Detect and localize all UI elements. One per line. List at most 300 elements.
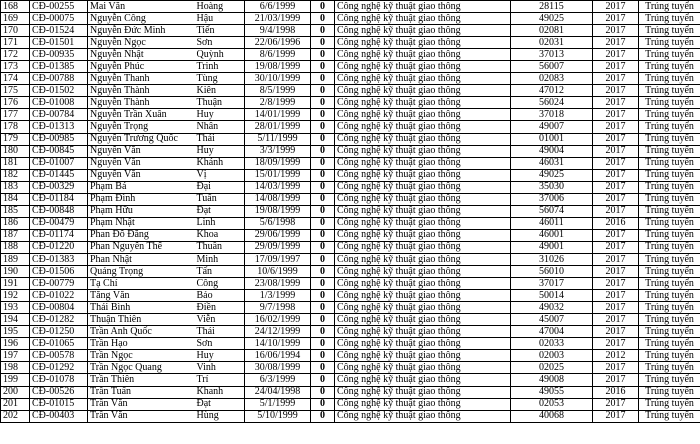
admission-status-cell: Trúng tuyển <box>639 338 700 350</box>
admission-status-cell: Trúng tuyển <box>639 61 700 73</box>
given-name-cell: Huy <box>195 350 245 362</box>
graduation-year-cell: 2017 <box>593 205 639 217</box>
flag-value-cell: 0 <box>311 278 335 290</box>
date-of-birth-cell: 15/01/1999 <box>245 169 311 181</box>
area-code-cell: 56074 <box>511 205 593 217</box>
major-name-cell: Công nghệ kỹ thuật giao thông <box>335 266 511 278</box>
major-name-cell: Công nghệ kỹ thuật giao thông <box>335 133 511 145</box>
row-number-cell: 184 <box>1 193 30 205</box>
applicant-code-cell: CĐ-01078 <box>30 374 88 386</box>
date-of-birth-cell: 22/06/1996 <box>245 37 311 49</box>
flag-value-cell: 0 <box>311 169 335 181</box>
graduation-year-cell: 2017 <box>593 374 639 386</box>
graduation-year-cell: 2017 <box>593 338 639 350</box>
given-name-cell: Tấn <box>195 266 245 278</box>
given-name-cell: Trí <box>195 374 245 386</box>
area-code-cell: 45007 <box>511 314 593 326</box>
major-name-cell: Công nghệ kỹ thuật giao thông <box>335 97 511 109</box>
applicant-code-cell: CĐ-00578 <box>30 350 88 362</box>
date-of-birth-cell: 14/03/1999 <box>245 181 311 193</box>
admission-status-cell: Trúng tuyển <box>639 217 700 229</box>
graduation-year-cell: 2017 <box>593 49 639 61</box>
given-name-cell: Hoàng <box>195 1 245 13</box>
applicant-code-cell: CĐ-01174 <box>30 229 88 241</box>
row-number-cell: 182 <box>1 169 30 181</box>
graduation-year-cell: 2017 <box>593 314 639 326</box>
area-code-cell: 49004 <box>511 145 593 157</box>
major-name-cell: Công nghệ kỹ thuật giao thông <box>335 350 511 362</box>
row-number-cell: 173 <box>1 61 30 73</box>
admission-status-cell: Trúng tuyển <box>639 205 700 217</box>
table-row <box>1 49 700 61</box>
applicant-code-cell: CĐ-01282 <box>30 314 88 326</box>
major-name-cell: Công nghệ kỹ thuật giao thông <box>335 362 511 374</box>
applicant-code-cell: CĐ-00526 <box>30 386 88 398</box>
graduation-year-cell: 2017 <box>593 13 639 25</box>
row-number-cell: 183 <box>1 181 30 193</box>
table-row <box>1 350 700 362</box>
graduation-year-cell: 2017 <box>593 229 639 241</box>
flag-value-cell: 0 <box>311 49 335 61</box>
admission-status-cell: Trúng tuyển <box>639 49 700 61</box>
major-name-cell: Công nghệ kỹ thuật giao thông <box>335 121 511 133</box>
graduation-year-cell: 2017 <box>593 169 639 181</box>
given-name-cell: Linh <box>195 217 245 229</box>
flag-value-cell: 0 <box>311 109 335 121</box>
major-name-cell: Công nghệ kỹ thuật giao thông <box>335 314 511 326</box>
family-name-cell: Trần Ngọc <box>88 350 195 362</box>
family-name-cell: Trần Văn <box>88 410 195 422</box>
admission-status-cell: Trúng tuyển <box>639 1 700 13</box>
area-code-cell: 02081 <box>511 25 593 37</box>
area-code-cell: 02053 <box>511 398 593 410</box>
flag-value-cell: 0 <box>311 181 335 193</box>
graduation-year-cell: 2016 <box>593 217 639 229</box>
major-name-cell: Công nghệ kỹ thuật giao thông <box>335 49 511 61</box>
flag-value-cell: 0 <box>311 217 335 229</box>
row-number-cell: 196 <box>1 338 30 350</box>
date-of-birth-cell: 29/06/1999 <box>245 229 311 241</box>
applicant-code-cell: CĐ-00255 <box>30 1 88 13</box>
row-number-cell: 181 <box>1 157 30 169</box>
major-name-cell: Công nghệ kỹ thuật giao thông <box>335 37 511 49</box>
table-row <box>1 13 700 25</box>
date-of-birth-cell: 16/06/1994 <box>245 350 311 362</box>
applicant-code-cell: CĐ-01524 <box>30 25 88 37</box>
table-row <box>1 229 700 241</box>
given-name-cell: Minh <box>195 253 245 265</box>
flag-value-cell: 0 <box>311 314 335 326</box>
date-of-birth-cell: 30/08/1999 <box>245 362 311 374</box>
area-code-cell: 40068 <box>511 410 593 422</box>
table-row <box>1 73 700 85</box>
table-row <box>1 1 700 13</box>
table-row <box>1 205 700 217</box>
area-code-cell: 49032 <box>511 302 593 314</box>
flag-value-cell: 0 <box>311 350 335 362</box>
given-name-cell: Bảo <box>195 290 245 302</box>
flag-value-cell: 0 <box>311 193 335 205</box>
area-code-cell: 37006 <box>511 193 593 205</box>
date-of-birth-cell: 2/8/1999 <box>245 97 311 109</box>
table-row <box>1 410 700 422</box>
given-name-cell: Vị <box>195 169 245 181</box>
major-name-cell: Công nghệ kỹ thuật giao thông <box>335 229 511 241</box>
admission-status-cell: Trúng tuyển <box>639 145 700 157</box>
family-name-cell: Nguyễn Thành <box>88 85 195 97</box>
admission-status-cell: Trúng tuyển <box>639 253 700 265</box>
given-name-cell: Khanh <box>195 386 245 398</box>
date-of-birth-cell: 19/08/1999 <box>245 205 311 217</box>
graduation-year-cell: 2017 <box>593 193 639 205</box>
date-of-birth-cell: 17/09/1997 <box>245 253 311 265</box>
flag-value-cell: 0 <box>311 1 335 13</box>
area-code-cell: 47012 <box>511 85 593 97</box>
flag-value-cell: 0 <box>311 37 335 49</box>
area-code-cell: 02033 <box>511 338 593 350</box>
applicant-code-cell: CĐ-01383 <box>30 253 88 265</box>
major-name-cell: Công nghệ kỹ thuật giao thông <box>335 61 511 73</box>
table-row <box>1 109 700 121</box>
applicant-code-cell: CĐ-01184 <box>30 193 88 205</box>
family-name-cell: Nguyễn Trương Quốc <box>88 133 195 145</box>
family-name-cell: Tăng Văn <box>88 290 195 302</box>
major-name-cell: Công nghệ kỹ thuật giao thông <box>335 410 511 422</box>
table-row <box>1 386 700 398</box>
area-code-cell: 49001 <box>511 241 593 253</box>
graduation-year-cell: 2017 <box>593 326 639 338</box>
family-name-cell: Nguyễn Ngọc <box>88 37 195 49</box>
major-name-cell: Công nghệ kỹ thuật giao thông <box>335 241 511 253</box>
major-name-cell: Công nghệ kỹ thuật giao thông <box>335 302 511 314</box>
graduation-year-cell: 2017 <box>593 278 639 290</box>
row-number-cell: 202 <box>1 410 30 422</box>
family-name-cell: Nguyễn Trọng <box>88 121 195 133</box>
row-number-cell: 169 <box>1 13 30 25</box>
row-number-cell: 198 <box>1 362 30 374</box>
area-code-cell: 46031 <box>511 157 593 169</box>
row-number-cell: 178 <box>1 121 30 133</box>
admission-status-cell: Trúng tuyển <box>639 121 700 133</box>
area-code-cell: 49008 <box>511 374 593 386</box>
given-name-cell: Quỳnh <box>195 49 245 61</box>
given-name-cell: Đạt <box>195 398 245 410</box>
family-name-cell: Nguyễn Văn <box>88 169 195 181</box>
date-of-birth-cell: 5/11/1999 <box>245 133 311 145</box>
graduation-year-cell: 2017 <box>593 398 639 410</box>
family-name-cell: Trần Ngọc Quang <box>88 362 195 374</box>
major-name-cell: Công nghệ kỹ thuật giao thông <box>335 205 511 217</box>
applicant-code-cell: CĐ-00784 <box>30 109 88 121</box>
flag-value-cell: 0 <box>311 362 335 374</box>
admission-status-cell: Trúng tuyển <box>639 157 700 169</box>
date-of-birth-cell: 9/4/1998 <box>245 25 311 37</box>
row-number-cell: 193 <box>1 302 30 314</box>
graduation-year-cell: 2017 <box>593 1 639 13</box>
applicant-code-cell: CĐ-01501 <box>30 37 88 49</box>
flag-value-cell: 0 <box>311 398 335 410</box>
admission-status-cell: Trúng tuyển <box>639 314 700 326</box>
graduation-year-cell: 2017 <box>593 302 639 314</box>
flag-value-cell: 0 <box>311 97 335 109</box>
row-number-cell: 190 <box>1 266 30 278</box>
graduation-year-cell: 2017 <box>593 25 639 37</box>
flag-value-cell: 0 <box>311 410 335 422</box>
given-name-cell: Sơn <box>195 338 245 350</box>
admission-status-cell: Trúng tuyển <box>639 193 700 205</box>
table-row <box>1 314 700 326</box>
date-of-birth-cell: 6/6/1999 <box>245 1 311 13</box>
admission-status-cell: Trúng tuyển <box>639 133 700 145</box>
table-row <box>1 253 700 265</box>
area-code-cell: 37017 <box>511 278 593 290</box>
major-name-cell: Công nghệ kỹ thuật giao thông <box>335 217 511 229</box>
family-name-cell: Nguyễn Văn <box>88 157 195 169</box>
applicant-code-cell: CĐ-01220 <box>30 241 88 253</box>
graduation-year-cell: 2017 <box>593 362 639 374</box>
date-of-birth-cell: 18/09/1999 <box>245 157 311 169</box>
row-number-cell: 187 <box>1 229 30 241</box>
family-name-cell: Thuận Thiên <box>88 314 195 326</box>
date-of-birth-cell: 14/10/1999 <box>245 338 311 350</box>
area-code-cell: 46011 <box>511 217 593 229</box>
given-name-cell: Huy <box>195 109 245 121</box>
area-code-cell: 37013 <box>511 49 593 61</box>
area-code-cell: 56010 <box>511 266 593 278</box>
flag-value-cell: 0 <box>311 326 335 338</box>
applicant-code-cell: CĐ-00935 <box>30 49 88 61</box>
major-name-cell: Công nghệ kỹ thuật giao thông <box>335 338 511 350</box>
flag-value-cell: 0 <box>311 25 335 37</box>
row-number-cell: 194 <box>1 314 30 326</box>
table-row <box>1 85 700 97</box>
major-name-cell: Công nghệ kỹ thuật giao thông <box>335 145 511 157</box>
applicant-code-cell: CĐ-01313 <box>30 121 88 133</box>
admission-status-cell: Trúng tuyển <box>639 109 700 121</box>
family-name-cell: Phạm Hữu <box>88 205 195 217</box>
given-name-cell: Viễn <box>195 314 245 326</box>
applicant-code-cell: CĐ-01015 <box>30 398 88 410</box>
table-row <box>1 169 700 181</box>
row-number-cell: 186 <box>1 217 30 229</box>
admission-status-cell: Trúng tuyển <box>639 37 700 49</box>
admission-status-cell: Trúng tuyển <box>639 398 700 410</box>
date-of-birth-cell: 3/3/1999 <box>245 145 311 157</box>
area-code-cell: 46001 <box>511 229 593 241</box>
graduation-year-cell: 2017 <box>593 61 639 73</box>
date-of-birth-cell: 6/3/1999 <box>245 374 311 386</box>
date-of-birth-cell: 8/6/1999 <box>245 49 311 61</box>
date-of-birth-cell: 16/02/1999 <box>245 314 311 326</box>
table-row <box>1 217 700 229</box>
flag-value-cell: 0 <box>311 374 335 386</box>
area-code-cell: 56024 <box>511 97 593 109</box>
family-name-cell: Nguyễn Phúc <box>88 61 195 73</box>
table-row <box>1 241 700 253</box>
flag-value-cell: 0 <box>311 241 335 253</box>
table-body <box>1 1 700 423</box>
applicant-code-cell: CĐ-00804 <box>30 302 88 314</box>
flag-value-cell: 0 <box>311 253 335 265</box>
graduation-year-cell: 2017 <box>593 253 639 265</box>
given-name-cell: Hậu <box>195 13 245 25</box>
applicant-code-cell: CĐ-00403 <box>30 410 88 422</box>
table-row <box>1 181 700 193</box>
graduation-year-cell: 2017 <box>593 145 639 157</box>
applicant-code-cell: CĐ-00848 <box>30 205 88 217</box>
table-row <box>1 37 700 49</box>
area-code-cell: 56007 <box>511 61 593 73</box>
area-code-cell: 50014 <box>511 290 593 302</box>
given-name-cell: Kiên <box>195 85 245 97</box>
table-row <box>1 374 700 386</box>
major-name-cell: Công nghệ kỹ thuật giao thông <box>335 85 511 97</box>
area-code-cell: 49025 <box>511 13 593 25</box>
family-name-cell: Nguyễn Thành <box>88 97 195 109</box>
admission-status-cell: Trúng tuyển <box>639 290 700 302</box>
given-name-cell: Tiến <box>195 25 245 37</box>
date-of-birth-cell: 5/1/1999 <box>245 398 311 410</box>
applicant-code-cell: CĐ-00329 <box>30 181 88 193</box>
given-name-cell: Khoa <box>195 229 245 241</box>
table-row <box>1 133 700 145</box>
applicant-code-cell: CĐ-00779 <box>30 278 88 290</box>
area-code-cell: 02003 <box>511 350 593 362</box>
major-name-cell: Công nghệ kỹ thuật giao thông <box>335 398 511 410</box>
graduation-year-cell: 2017 <box>593 290 639 302</box>
row-number-cell: 177 <box>1 109 30 121</box>
admission-status-cell: Trúng tuyển <box>639 362 700 374</box>
table-row <box>1 266 700 278</box>
family-name-cell: Phạm Đình <box>88 193 195 205</box>
date-of-birth-cell: 14/01/1999 <box>245 109 311 121</box>
area-code-cell: 28115 <box>511 1 593 13</box>
family-name-cell: Nguyễn Trần Xuân <box>88 109 195 121</box>
family-name-cell: Phạm Bá <box>88 181 195 193</box>
date-of-birth-cell: 1/3/1999 <box>245 290 311 302</box>
flag-value-cell: 0 <box>311 229 335 241</box>
row-number-cell: 168 <box>1 1 30 13</box>
major-name-cell: Công nghệ kỹ thuật giao thông <box>335 253 511 265</box>
flag-value-cell: 0 <box>311 386 335 398</box>
family-name-cell: Nguyễn Công <box>88 13 195 25</box>
flag-value-cell: 0 <box>311 290 335 302</box>
date-of-birth-cell: 9/7/1998 <box>245 302 311 314</box>
applicant-code-cell: CĐ-01007 <box>30 157 88 169</box>
date-of-birth-cell: 5/10/1999 <box>245 410 311 422</box>
flag-value-cell: 0 <box>311 205 335 217</box>
admission-status-cell: Trúng tuyển <box>639 169 700 181</box>
graduation-year-cell: 2017 <box>593 85 639 97</box>
family-name-cell: Phan Nguyễn Thế <box>88 241 195 253</box>
major-name-cell: Công nghệ kỹ thuật giao thông <box>335 73 511 85</box>
family-name-cell: Phạm Nhật <box>88 217 195 229</box>
row-number-cell: 201 <box>1 398 30 410</box>
date-of-birth-cell: 10/6/1999 <box>245 266 311 278</box>
area-code-cell: 35030 <box>511 181 593 193</box>
family-name-cell: Trần Hạo <box>88 338 195 350</box>
admission-status-cell: Trúng tuyển <box>639 278 700 290</box>
date-of-birth-cell: 14/08/1999 <box>245 193 311 205</box>
row-number-cell: 176 <box>1 97 30 109</box>
table-row <box>1 193 700 205</box>
table-row <box>1 157 700 169</box>
area-code-cell: 37018 <box>511 109 593 121</box>
flag-value-cell: 0 <box>311 157 335 169</box>
given-name-cell: Thuần <box>195 241 245 253</box>
admission-status-cell: Trúng tuyển <box>639 266 700 278</box>
major-name-cell: Công nghệ kỹ thuật giao thông <box>335 278 511 290</box>
date-of-birth-cell: 24/04/1998 <box>245 386 311 398</box>
given-name-cell: Khánh <box>195 157 245 169</box>
row-number-cell: 170 <box>1 25 30 37</box>
applicant-code-cell: CĐ-00788 <box>30 73 88 85</box>
admission-status-cell: Trúng tuyển <box>639 302 700 314</box>
family-name-cell: Mai Văn <box>88 1 195 13</box>
given-name-cell: Nhân <box>195 121 245 133</box>
row-number-cell: 199 <box>1 374 30 386</box>
area-code-cell: 02031 <box>511 37 593 49</box>
given-name-cell: Điền <box>195 302 245 314</box>
major-name-cell: Công nghệ kỹ thuật giao thông <box>335 386 511 398</box>
applicant-code-cell: CĐ-01502 <box>30 85 88 97</box>
family-name-cell: Phan Nhật <box>88 253 195 265</box>
applicant-code-cell: CĐ-01292 <box>30 362 88 374</box>
table-row <box>1 290 700 302</box>
applicant-code-cell: CĐ-01022 <box>30 290 88 302</box>
given-name-cell: Trinh <box>195 61 245 73</box>
major-name-cell: Công nghệ kỹ thuật giao thông <box>335 181 511 193</box>
flag-value-cell: 0 <box>311 121 335 133</box>
family-name-cell: Nguyễn Nhật <box>88 49 195 61</box>
admission-status-cell: Trúng tuyển <box>639 25 700 37</box>
row-number-cell: 180 <box>1 145 30 157</box>
flag-value-cell: 0 <box>311 73 335 85</box>
area-code-cell: 49007 <box>511 121 593 133</box>
graduation-year-cell: 2017 <box>593 241 639 253</box>
major-name-cell: Công nghệ kỹ thuật giao thông <box>335 109 511 121</box>
given-name-cell: Sơn <box>195 37 245 49</box>
given-name-cell: Huy <box>195 145 245 157</box>
graduation-year-cell: 2017 <box>593 109 639 121</box>
given-name-cell: Tùng <box>195 73 245 85</box>
graduation-year-cell: 2017 <box>593 266 639 278</box>
row-number-cell: 191 <box>1 278 30 290</box>
row-number-cell: 175 <box>1 85 30 97</box>
family-name-cell: Nguyễn Đức Minh <box>88 25 195 37</box>
graduation-year-cell: 2017 <box>593 97 639 109</box>
table-row <box>1 61 700 73</box>
applicant-code-cell: CĐ-00985 <box>30 133 88 145</box>
applicant-code-cell: CĐ-00075 <box>30 13 88 25</box>
applicant-code-cell: CĐ-01008 <box>30 97 88 109</box>
date-of-birth-cell: 21/03/1999 <box>245 13 311 25</box>
family-name-cell: Trần Thiên <box>88 374 195 386</box>
area-code-cell: 01001 <box>511 133 593 145</box>
flag-value-cell: 0 <box>311 61 335 73</box>
area-code-cell: 49025 <box>511 169 593 181</box>
admission-status-cell: Trúng tuyển <box>639 73 700 85</box>
row-number-cell: 185 <box>1 205 30 217</box>
admission-status-cell: Trúng tuyển <box>639 85 700 97</box>
major-name-cell: Công nghệ kỹ thuật giao thông <box>335 13 511 25</box>
given-name-cell: Vinh <box>195 362 245 374</box>
row-number-cell: 171 <box>1 37 30 49</box>
given-name-cell: Thái <box>195 326 245 338</box>
admission-status-cell: Trúng tuyển <box>639 410 700 422</box>
row-number-cell: 179 <box>1 133 30 145</box>
row-number-cell: 200 <box>1 386 30 398</box>
